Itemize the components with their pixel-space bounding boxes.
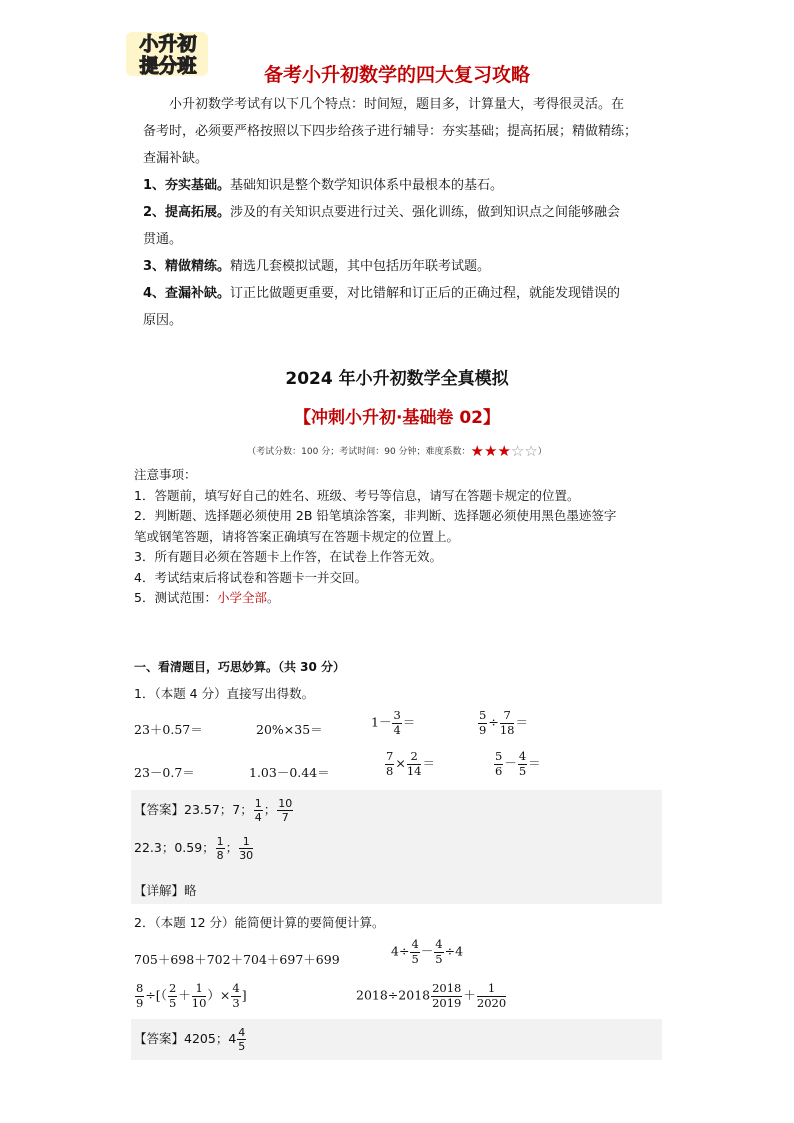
denominator: 30 [239,849,254,862]
fraction [410,939,419,965]
operator: － [420,943,434,959]
denominator: 8 [386,763,394,778]
equals: ＝ [422,755,435,771]
denominator: 5 [518,763,527,778]
exam-title: 2024 年小升初数学全真模拟 [285,369,509,389]
denominator: 5 [238,1040,246,1053]
star-filled-icon: ★ [483,442,498,460]
fraction [385,751,394,777]
exam-subtitle: 【冲刺小升初·基础卷 02】 [293,408,501,428]
fraction [407,751,422,777]
fraction [518,751,527,777]
logo-line1: 小升初 [139,33,197,55]
detail-label: 【详解】 [134,883,185,898]
denominator: 14 [406,763,422,778]
notes [134,465,664,609]
numerator: 4 [232,981,240,995]
denominator: 5 [411,951,419,966]
fraction [477,983,506,1009]
equals: ＝ [515,714,528,730]
note-3: 3．所有题目必须在答题卡上作答，在试卷上作答无效。 [134,549,442,564]
guide-point-2 [143,199,663,226]
denominator: 8 [216,849,224,862]
answer-text: 4205；4 [184,1031,237,1046]
guide-point-1 [143,172,663,199]
q2-expr-2 [391,939,463,965]
answer-label: 【答案】 [134,1031,185,1046]
guide-title: 备考小升初数学的四大复习攻略 [263,64,530,86]
operator: ÷ [488,714,499,730]
note-1: 1．答题前，填写好自己的姓名、班级、考号等信息，请写在答题卡规定的位置。 [134,487,580,503]
guide-point-3-head: 3、精做精练。 [143,259,231,274]
fraction [254,798,263,823]
star-empty-icon: ☆ [524,442,538,460]
denominator: 7 [281,811,289,824]
section-1-title: 一、看清题目，巧思妙算。（共 30 分） [134,660,346,674]
answer-label: 【答案】 [134,802,185,817]
difficulty-stars [470,442,538,460]
guide-point-3 [143,253,663,280]
numerator: 2 [168,981,177,995]
expr-part: ÷[（ [145,987,167,1003]
fraction [392,710,401,736]
denominator: 9 [479,722,487,737]
q1-expr-4 [477,710,528,736]
denominator: 2019 [432,995,462,1010]
fraction [237,1027,246,1052]
guide-point-1-text: 基础知识是整个数学知识体系中最根本的基石。 [230,178,504,193]
numerator: 4 [238,1026,246,1039]
fraction [231,983,240,1009]
denominator: 18 [499,722,515,737]
denominator: 2020 [476,995,507,1010]
expr-part: ] [241,987,247,1003]
exam-meta-close: ） [537,447,547,457]
expr-part: 2018÷2018 [356,987,431,1003]
denominator: 3 [232,995,240,1010]
separator: ； [225,840,239,855]
answer-text: 23.57；7； [184,802,253,817]
fraction [434,939,443,965]
star-filled-icon: ★ [470,442,484,460]
q1-detail [134,881,197,899]
q2-expr-3 [134,983,247,1009]
guide-point-4 [143,280,663,307]
exam-meta-text: （考试分数：100 分；考试时间：90 分钟；难度系数： [247,447,471,457]
guide-point-4-head: 4、查漏补缺。 [143,286,231,301]
denominator: 5 [435,951,443,966]
star-filled-icon: ★ [497,442,511,460]
q1-expr-3-pre: 1－ [371,714,392,730]
fraction [135,983,144,1009]
star-empty-icon: ☆ [510,442,525,460]
q1-expr-8 [493,751,541,777]
q2-expr-4 [356,983,507,1009]
numerator: 1 [239,836,253,849]
expr-part: ）× [207,987,231,1003]
q1-expr-5: 23－0.7＝ [134,765,195,780]
denominator: 4 [393,722,401,737]
guide-point-1-head: 1、夯实基础。 [143,178,231,193]
guide-point-4-cont: 原因。 [143,313,183,328]
numerator: 1 [254,797,262,810]
q1-expr-6: 1.03－0.44＝ [249,765,330,780]
exam-meta [0,442,794,460]
note-4: 4．考试结束后将试卷和答题卡一并交回。 [134,569,367,585]
fraction [494,751,503,777]
answer-text: 22.3；0.59； [134,840,215,855]
q1-answer-line-2 [134,836,254,861]
fraction [168,983,177,1009]
numerator: 2018 [432,981,462,995]
guide-intro-line1: 小升初数学考试有以下几个特点：时间短，题目多，计算量大，考得很灵活。在 [169,97,625,112]
expr-part: 4÷ [391,943,410,959]
operator: ＋ [178,987,191,1003]
equals: ＝ [528,755,541,771]
fraction [277,798,293,823]
numerator: 5 [479,708,487,722]
test-scope: 小学全部 [216,590,267,605]
fraction [478,710,487,736]
q1-expr-3 [371,710,415,736]
fraction [216,836,225,861]
note-5-prefix: 5．测试范围： [134,590,217,605]
q2-answer [134,1027,247,1052]
separator: ； [263,802,277,817]
numerator: 4 [411,937,419,951]
note-5-suffix: 。 [266,590,280,605]
numerator: 10 [278,797,293,810]
numerator: 1 [192,983,207,997]
fraction [192,983,207,1009]
operator: × [395,755,406,771]
note-2: 2．判断题、选择题必须使用 2B 铅笔填涂答案，非判断、选择题必须使用黑色墨迹签字 [134,508,617,523]
numerator: 1 [477,983,506,997]
guide-point-2-text: 涉及的有关知识点要进行过关、强化训练，做到知识点之间能够融会 [230,205,621,220]
q1-expr-2: 20%×35＝ [256,722,323,737]
q2-expr-1: 705＋698＋702＋704＋697＋699 [134,952,340,967]
note-2-cont: 笔或钢笔答题，请将答案正确填写在答题卡规定的位置上。 [134,528,460,544]
note-5 [134,588,664,609]
denominator: 4 [254,811,262,824]
guide-intro-line3: 查漏补缺。 [143,151,209,166]
numerator: 8 [136,981,144,995]
guide-point-4-text: 订正比做题更重要，对比错解和订正后的正确过程，就能发现错误的 [230,286,621,301]
numerator: 1 [216,835,224,848]
guide-intro-line2: 备考时，必须要严格按照以下四步给孩子进行辅导：夯实基础；提高拓展；精做精练； [143,124,638,139]
denominator: 6 [495,763,503,778]
fraction [431,983,462,1009]
detail-text: 略 [184,883,197,898]
q1-expr-1: 23＋0.57＝ [134,722,203,737]
fraction [239,836,253,861]
equals: ＝ [402,714,416,730]
numerator: 7 [386,749,394,763]
numerator: 2 [407,751,422,765]
denominator: 5 [168,995,177,1010]
expr-part: ÷4 [444,943,464,959]
guide-point-3-text: 精选几套模拟试题，其中包括历年联考试题。 [230,259,491,274]
numerator: 5 [495,749,503,763]
fraction [500,710,515,736]
numerator: 4 [518,749,527,763]
numerator: 3 [393,708,401,722]
guide-point-2-head: 2、提高拓展。 [143,205,231,220]
numerator: 4 [435,937,443,951]
q2-stem: 2．（本题 12 分）能简便计算的要简便计算。 [134,915,385,930]
q1-expr-7 [384,751,435,777]
numerator: 7 [500,710,515,724]
operator: ＋ [463,987,476,1003]
operator: － [504,755,517,771]
notes-heading: 注意事项： [134,467,197,482]
guide-point-2-cont: 贯通。 [143,232,183,247]
q1-answer-line-1 [134,798,294,823]
q1-stem: 1．（本题 4 分）直接写出得数。 [134,686,315,701]
denominator: 9 [136,995,144,1010]
logo-line2: 提分班 [139,55,197,77]
denominator: 10 [191,995,207,1010]
